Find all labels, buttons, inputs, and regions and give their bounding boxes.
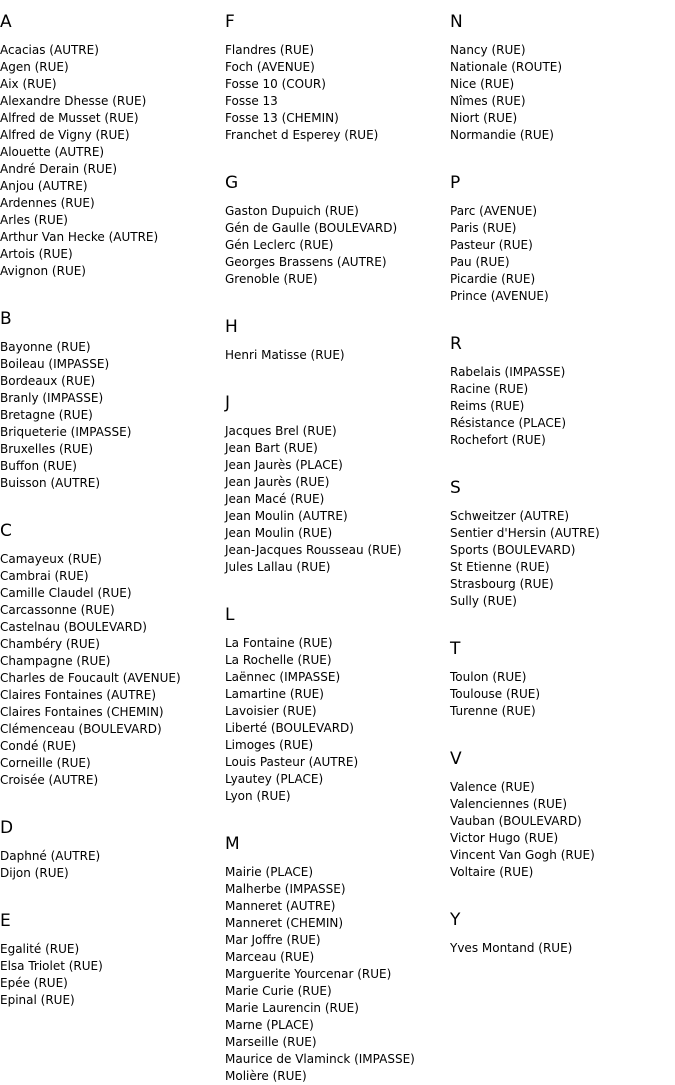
street-link[interactable]: Sports (BOULEVARD) [450,543,576,557]
street-link[interactable]: Buisson (AUTRE) [0,476,101,490]
street-link[interactable]: Alfred de Musset (RUE) [0,111,139,125]
street-link[interactable]: Mar Joffre (RUE) [225,933,321,947]
street-link[interactable]: Limoges (RUE) [225,738,314,752]
street-link[interactable]: Jean-Jacques Rousseau (RUE) [225,543,402,557]
street-link[interactable]: Malherbe (IMPASSE) [225,882,346,896]
street-link[interactable]: Artois (RUE) [0,247,73,261]
street-link[interactable]: Flandres (RUE) [225,43,314,57]
street-link[interactable]: Buffon (RUE) [0,459,77,473]
street-link[interactable]: Lyon (RUE) [225,789,291,803]
letter-group [0,12,225,297]
letter-group [225,317,450,381]
street-link[interactable]: Castelnau (BOULEVARD) [0,620,147,634]
street-link[interactable]: André Derain (RUE) [0,162,118,176]
letter-group [225,834,450,1085]
letter-group [450,749,675,898]
street-link[interactable]: Alfred de Vigny (RUE) [0,128,130,142]
street-list [450,508,675,610]
street-link[interactable]: Marseille (RUE) [225,1035,317,1049]
street-link[interactable]: Jacques Brel (RUE) [225,424,337,438]
letter-group [450,910,675,957]
street-link[interactable]: Pasteur (RUE) [450,238,533,252]
street-link[interactable]: Camayeux (RUE) [0,552,102,566]
street-link[interactable]: Boileau (IMPASSE) [0,357,110,371]
letter-group [225,393,450,593]
street-link[interactable]: Henri Matisse (RUE) [225,348,345,362]
street-list [450,203,675,305]
street-link[interactable]: Picardie (RUE) [450,272,536,286]
street-link[interactable]: Anjou (AUTRE) [0,179,88,193]
street-link[interactable]: Jean Macé (RUE) [225,492,325,506]
street-link[interactable]: Bruxelles (RUE) [0,442,94,456]
letter-group [225,173,450,305]
street-link[interactable]: Turenne (RUE) [450,704,536,718]
section-letter-heading: E [0,911,11,931]
street-link[interactable]: Georges Brassens (AUTRE) [225,255,387,269]
group-spacer [450,144,675,161]
letter-group [225,12,450,161]
group-spacer [225,805,450,822]
street-link[interactable]: Champagne (RUE) [0,654,111,668]
group-spacer [225,576,450,593]
section-letter-heading: M [225,834,240,854]
street-link[interactable]: Rochefort (RUE) [450,433,546,447]
group-spacer [0,882,225,899]
street-link[interactable]: Elsa Triolet (RUE) [0,959,103,973]
street-column-3 [450,0,675,957]
street-link[interactable]: Schweitzer (AUTRE) [450,509,570,523]
street-link[interactable]: Cambrai (RUE) [0,569,89,583]
section-letter-heading: T [450,639,461,659]
street-list [0,848,225,882]
street-link[interactable]: Daphné (AUTRE) [0,849,101,863]
street-link[interactable]: Yves Montand (RUE) [450,941,573,955]
street-link[interactable]: Gaston Dupuich (RUE) [225,204,359,218]
street-link[interactable]: Acacias (AUTRE) [0,43,99,57]
street-link[interactable]: Croisée (AUTRE) [0,773,99,787]
letter-group [225,605,450,822]
street-link[interactable]: Marie Curie (RUE) [225,984,332,998]
street-link[interactable]: Agen (RUE) [0,60,69,74]
street-link[interactable]: Normandie (RUE) [450,128,554,142]
street-link[interactable]: Bordeaux (RUE) [0,374,96,388]
street-link[interactable]: Vauban (BOULEVARD) [450,814,582,828]
section-letter-heading: S [450,478,461,498]
street-list [450,940,675,957]
section-letter-heading: A [0,12,12,32]
street-link[interactable]: Foch (AVENUE) [225,60,315,74]
street-link[interactable]: Grenoble (RUE) [225,272,318,286]
street-list [225,203,450,288]
street-link[interactable]: Corneille (RUE) [0,756,91,770]
section-letter-heading: F [225,12,235,32]
street-link[interactable]: Marceau (RUE) [225,950,315,964]
street-link[interactable]: Paris (RUE) [450,221,517,235]
group-spacer [225,288,450,305]
group-spacer [225,144,450,161]
street-link[interactable]: Mairie (PLACE) [225,865,314,879]
street-link[interactable]: Chambéry (RUE) [0,637,100,651]
letter-group [0,521,225,806]
street-link[interactable]: Sully (RUE) [450,594,517,608]
group-spacer [450,881,675,898]
section-letter-heading: Y [450,910,461,930]
street-link[interactable]: Parc (AVENUE) [450,204,538,218]
street-link[interactable]: Maurice de Vlaminck (IMPASSE) [225,1052,415,1066]
street-link[interactable]: Rabelais (IMPASSE) [450,365,566,379]
street-link[interactable]: Jean Moulin (AUTRE) [225,509,348,523]
street-link[interactable]: Claires Fontaines (CHEMIN) [0,705,164,719]
street-list [225,42,450,144]
street-link[interactable]: Arles (RUE) [0,213,68,227]
street-column-2 [225,0,450,1085]
street-link[interactable]: Toulon (RUE) [450,670,527,684]
letter-group [0,911,225,1009]
street-link[interactable]: Camille Claudel (RUE) [0,586,132,600]
street-list [0,339,225,492]
street-link[interactable]: Carcassonne (RUE) [0,603,115,617]
street-link[interactable]: Charles de Foucault (AVENUE) [0,671,181,685]
street-link[interactable]: Laënnec (IMPASSE) [225,670,341,684]
street-list [225,347,450,364]
group-spacer [450,449,675,466]
letter-group [450,639,675,737]
street-link[interactable]: Nîmes (RUE) [450,94,526,108]
street-list [0,42,225,280]
group-spacer [450,610,675,627]
street-link[interactable]: Jean Jaurès (PLACE) [225,458,343,472]
street-link[interactable]: Bayonne (RUE) [0,340,91,354]
letter-group [450,12,675,161]
street-link[interactable]: Alouette (AUTRE) [0,145,105,159]
street-link[interactable]: Gén Leclerc (RUE) [225,238,334,252]
section-letter-heading: B [0,309,12,329]
street-link[interactable]: Avignon (RUE) [0,264,86,278]
street-list [450,42,675,144]
street-column-1 [0,0,225,1009]
street-link[interactable]: Gén de Gaulle (BOULEVARD) [225,221,398,235]
street-list [0,941,225,1009]
street-link[interactable]: Alexandre Dhesse (RUE) [0,94,147,108]
street-link[interactable]: Strasbourg (RUE) [450,577,554,591]
street-link[interactable]: Marne (PLACE) [225,1018,314,1032]
street-link[interactable]: Bretagne (RUE) [0,408,93,422]
street-link[interactable]: Clémenceau (BOULEVARD) [0,722,162,736]
street-list [0,551,225,789]
letter-group [450,173,675,322]
letter-group [450,334,675,466]
street-link[interactable]: Jean Bart (RUE) [225,441,318,455]
group-spacer [0,789,225,806]
street-link[interactable]: Racine (RUE) [450,382,529,396]
group-spacer [225,364,450,381]
letter-group [450,478,675,627]
section-letter-heading: V [450,749,462,769]
street-link[interactable]: St Etienne (RUE) [450,560,550,574]
street-link[interactable]: Niort (RUE) [450,111,518,125]
street-link[interactable]: La Fontaine (RUE) [225,636,333,650]
street-link[interactable]: Valence (RUE) [450,780,535,794]
street-link[interactable]: Epée (RUE) [0,976,68,990]
street-link[interactable]: Voltaire (RUE) [450,865,534,879]
street-list [225,635,450,805]
street-link[interactable]: Epinal (RUE) [0,993,75,1007]
section-letter-heading: D [0,818,14,838]
street-link[interactable]: Marie Laurencin (RUE) [225,1001,359,1015]
street-link[interactable]: Claires Fontaines (AUTRE) [0,688,156,702]
street-link[interactable]: Franchet d Esperey (RUE) [225,128,379,142]
street-link[interactable]: Lyautey (PLACE) [225,772,324,786]
street-list [225,423,450,576]
street-link[interactable]: Manneret (CHEMIN) [225,916,344,930]
group-spacer [450,720,675,737]
street-link[interactable]: Nice (RUE) [450,77,515,91]
section-letter-heading: P [450,173,461,193]
street-link[interactable]: Fosse 13 [225,94,278,108]
street-link[interactable]: Lamartine (RUE) [225,687,324,701]
letter-group [0,818,225,899]
street-link[interactable]: Egalité (RUE) [0,942,80,956]
street-link[interactable]: Dijon (RUE) [0,866,69,880]
street-link[interactable]: Condé (RUE) [0,739,77,753]
section-letter-heading: N [450,12,463,32]
section-letter-heading: H [225,317,238,337]
street-list [450,779,675,881]
street-link[interactable]: La Rochelle (RUE) [225,653,332,667]
street-list [450,364,675,449]
street-link[interactable]: Nancy (RUE) [450,43,526,57]
street-link[interactable]: Toulouse (RUE) [450,687,541,701]
street-link[interactable]: Molière (RUE) [225,1069,307,1083]
street-link[interactable]: Briqueterie (IMPASSE) [0,425,132,439]
street-link[interactable]: Pau (RUE) [450,255,510,269]
group-spacer [0,492,225,509]
section-letter-heading: J [225,393,231,413]
street-link[interactable]: Reims (RUE) [450,399,525,413]
group-spacer [0,280,225,297]
street-link[interactable]: Ardennes (RUE) [0,196,95,210]
section-letter-heading: R [450,334,462,354]
section-letter-heading: C [0,521,12,541]
street-link[interactable]: Sentier d'Hersin (AUTRE) [450,526,600,540]
street-list [450,669,675,720]
street-link[interactable]: Jean Moulin (RUE) [225,526,333,540]
street-link[interactable]: Victor Hugo (RUE) [450,831,559,845]
street-list [225,864,450,1085]
street-link[interactable]: Fosse 10 (COUR) [225,77,326,91]
street-link[interactable]: Louis Pasteur (AUTRE) [225,755,359,769]
street-link[interactable]: Jules Lallau (RUE) [225,560,331,574]
street-link[interactable]: Prince (AVENUE) [450,289,549,303]
street-link[interactable]: Résistance (PLACE) [450,416,566,430]
section-letter-heading: G [225,173,239,193]
street-link[interactable]: Fosse 13 (CHEMIN) [225,111,339,125]
street-link[interactable]: Aix (RUE) [0,77,57,91]
group-spacer [450,305,675,322]
street-link[interactable]: Marguerite Yourcenar (RUE) [225,967,392,981]
street-link[interactable]: Valenciennes (RUE) [450,797,567,811]
street-link[interactable]: Lavoisier (RUE) [225,704,317,718]
street-link[interactable]: Vincent Van Gogh (RUE) [450,848,595,862]
street-link[interactable]: Arthur Van Hecke (AUTRE) [0,230,159,244]
street-link[interactable]: Manneret (AUTRE) [225,899,336,913]
letter-group [0,309,225,509]
street-link[interactable]: Branly (IMPASSE) [0,391,104,405]
street-link[interactable]: Nationale (ROUTE) [450,60,563,74]
street-link[interactable]: Liberté (BOULEVARD) [225,721,354,735]
section-letter-heading: L [225,605,235,625]
street-link[interactable]: Jean Jaurès (RUE) [225,475,330,489]
